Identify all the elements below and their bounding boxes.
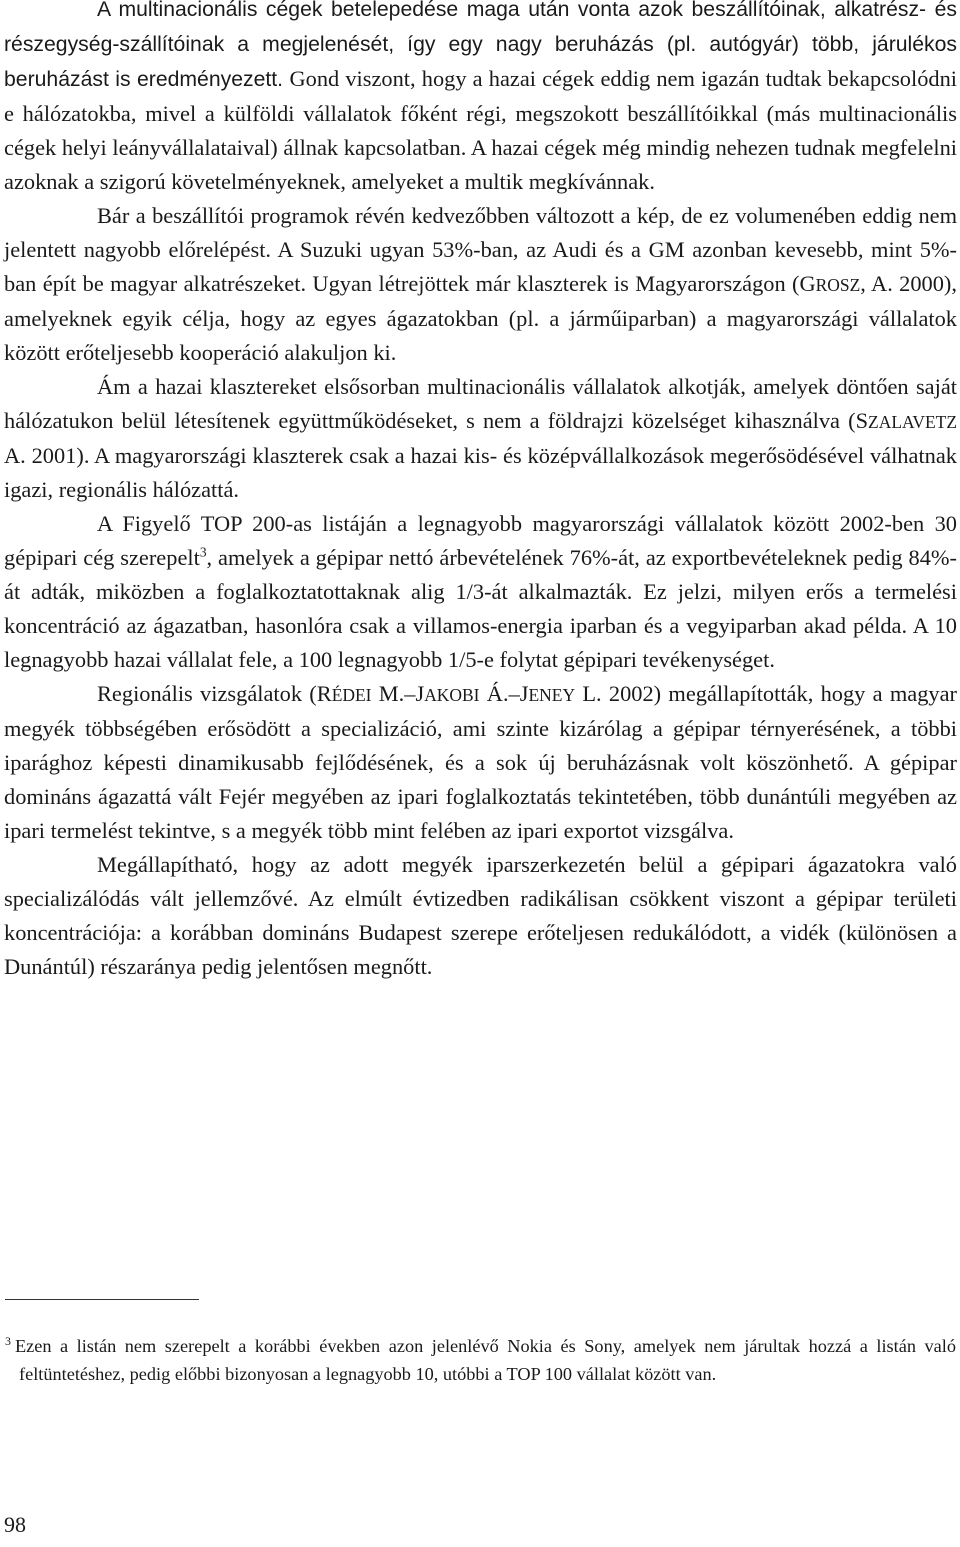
small-caps-author: AKOBI: [424, 685, 480, 705]
paragraph-3: [4, 370, 957, 507]
page-number: 98: [4, 1512, 26, 1537]
text-run: Gond viszont, hogy a hazai cégek eddig nem igazán tudtak bekapcsolódni e hálózatokba, mivel a külföldi vállalatok főként régi, megszokott beszállítóikkal (más multinacionális cégek helyi leányvállalataival) állnak kapcsolatban. A hazai cégek még mindig nehezen tudnak megfelelni azoknak a szigorú követelményeknek, amelyeket a multik megkívánnak.: [4, 66, 958, 194]
footnote-paragraph: [5, 1332, 956, 1388]
text-run: Megállapítható, hogy az adott megyék iparszerkezetén belül a gépipari ágazatokra való specializálódás vált jellemzővé. Az elmúlt évtizedben radikálisan csökkent viszont a gépipar területi koncentrációja: a korábban domináns Budapest szerepe erőteljesen redukálódott, a vidék (különösen a Dunántúl) részaránya pedig jelentősen megnőtt.: [4, 852, 957, 979]
small-caps-author: ENEY: [528, 685, 576, 705]
text-run: A multinacionális cégek betelepedése maga után vonta azok beszállítóinak, alkatrész- és részegység-szállítóinak a megjelenését, így egy nagy beruházás (pl. autógyár) több, járulékos beruházást is eredményezett.: [4, 0, 957, 91]
text-run: Regionális vizsgálatok (R: [97, 681, 332, 706]
text-run: A. 2001). A magyarországi klaszterek csak a hazai kis- és középvállalkozások megerősödésével válhatnak igazi, regionális hálózattá.: [4, 443, 957, 502]
paragraph-6: [4, 848, 957, 984]
text-run: Á.–J: [479, 681, 529, 706]
footnote-marker: 3: [5, 1333, 11, 1348]
text-run: Ám a hazai klasztereket elsősorban multinacionális vállalatok alkotják, amelyek döntően saját hálózatukon belül létesítenek együttműködéseket, s nem a földrajzi közelséget kihasználva (S: [4, 374, 957, 433]
text-run: A Figyelő TOP 200-as listáján a legnagyobb magyarországi vállalatok között 2002-ben 30 gépipari cég szerepelt: [4, 511, 957, 570]
text-run: Bár a beszállítói programok révén kedvezőbben változott a kép, de ez volumenében eddig nem jelentett nagyobb előrelépést. A Suzuki ugyan 53%-ban, az Audi és a GM azonban kevesebb, mint 5%-ban épít be magyar alkatrészeket. Ugyan létrejöttek már klaszterek is Magyarországon (G: [4, 203, 957, 296]
footnote: [5, 1332, 956, 1388]
paragraph-4: [4, 507, 957, 677]
footnote-divider: [5, 1299, 199, 1300]
text-run: , amelyek a gépipar nettó árbevételének 76%-át, az exportbevételeknek pedig 84%-át adták, miközben a foglalkoztatottaknak alig 1/3-át alkalmazták. Ez jelzi, milyen erős a termelési koncentráció az ágazatban, hasonlóra csak a villamos-energia iparban és a vegyiparban akad példa. A 10 legnagyobb hazai vállalat fele, a 100 legnagyobb 1/5-e folytat gépipari tevékenységet.: [4, 545, 957, 672]
footnote-text: Ezen a listán nem szerepelt a korábbi években azon jelenlévő Nokia és Sony, amelyek nem járultak hozzá a listán való feltüntetéshez, pedig előbbi bizonyosan a legnagyobb 10, utóbbi a TOP 100 vállalat között van.: [14, 1336, 956, 1384]
footnote-reference: 3: [199, 544, 207, 560]
text-run: , A. 2000), amelyeknek egyik célja, hogy az egyes ágazatokban (pl. a járműiparban) a magyarországi vállalatok között erőteljesebb kooperáció alakuljon ki.: [4, 271, 957, 365]
small-caps-author: ROSZ: [815, 275, 861, 295]
small-caps-author: ÉDEI: [331, 685, 372, 705]
paragraph-2: [4, 199, 957, 370]
small-caps-author: ZALAVETZ: [868, 412, 957, 432]
body-text: [4, 0, 957, 984]
text-run: M.–J: [371, 681, 425, 706]
text-run: L. 2002) megállapították, hogy a magyar megyék többségében erősödött a specializáció, ami szinte kizárólag a gépipar térnyerésének, a többi iparághoz képesti dinamikusabb fejlődésének, és a sok új beruházásnak volt köszönhető. A gépipar domináns ágazattá vált Fejér megyében az ipari foglalkoztatás tekintetében, több dunántúli megyében az ipari termelést tekintve, s a megyék több mint felében az ipari exportot vizsgálva.: [4, 681, 957, 843]
paragraph-5: [4, 677, 957, 848]
paragraph-1: [4, 0, 957, 199]
